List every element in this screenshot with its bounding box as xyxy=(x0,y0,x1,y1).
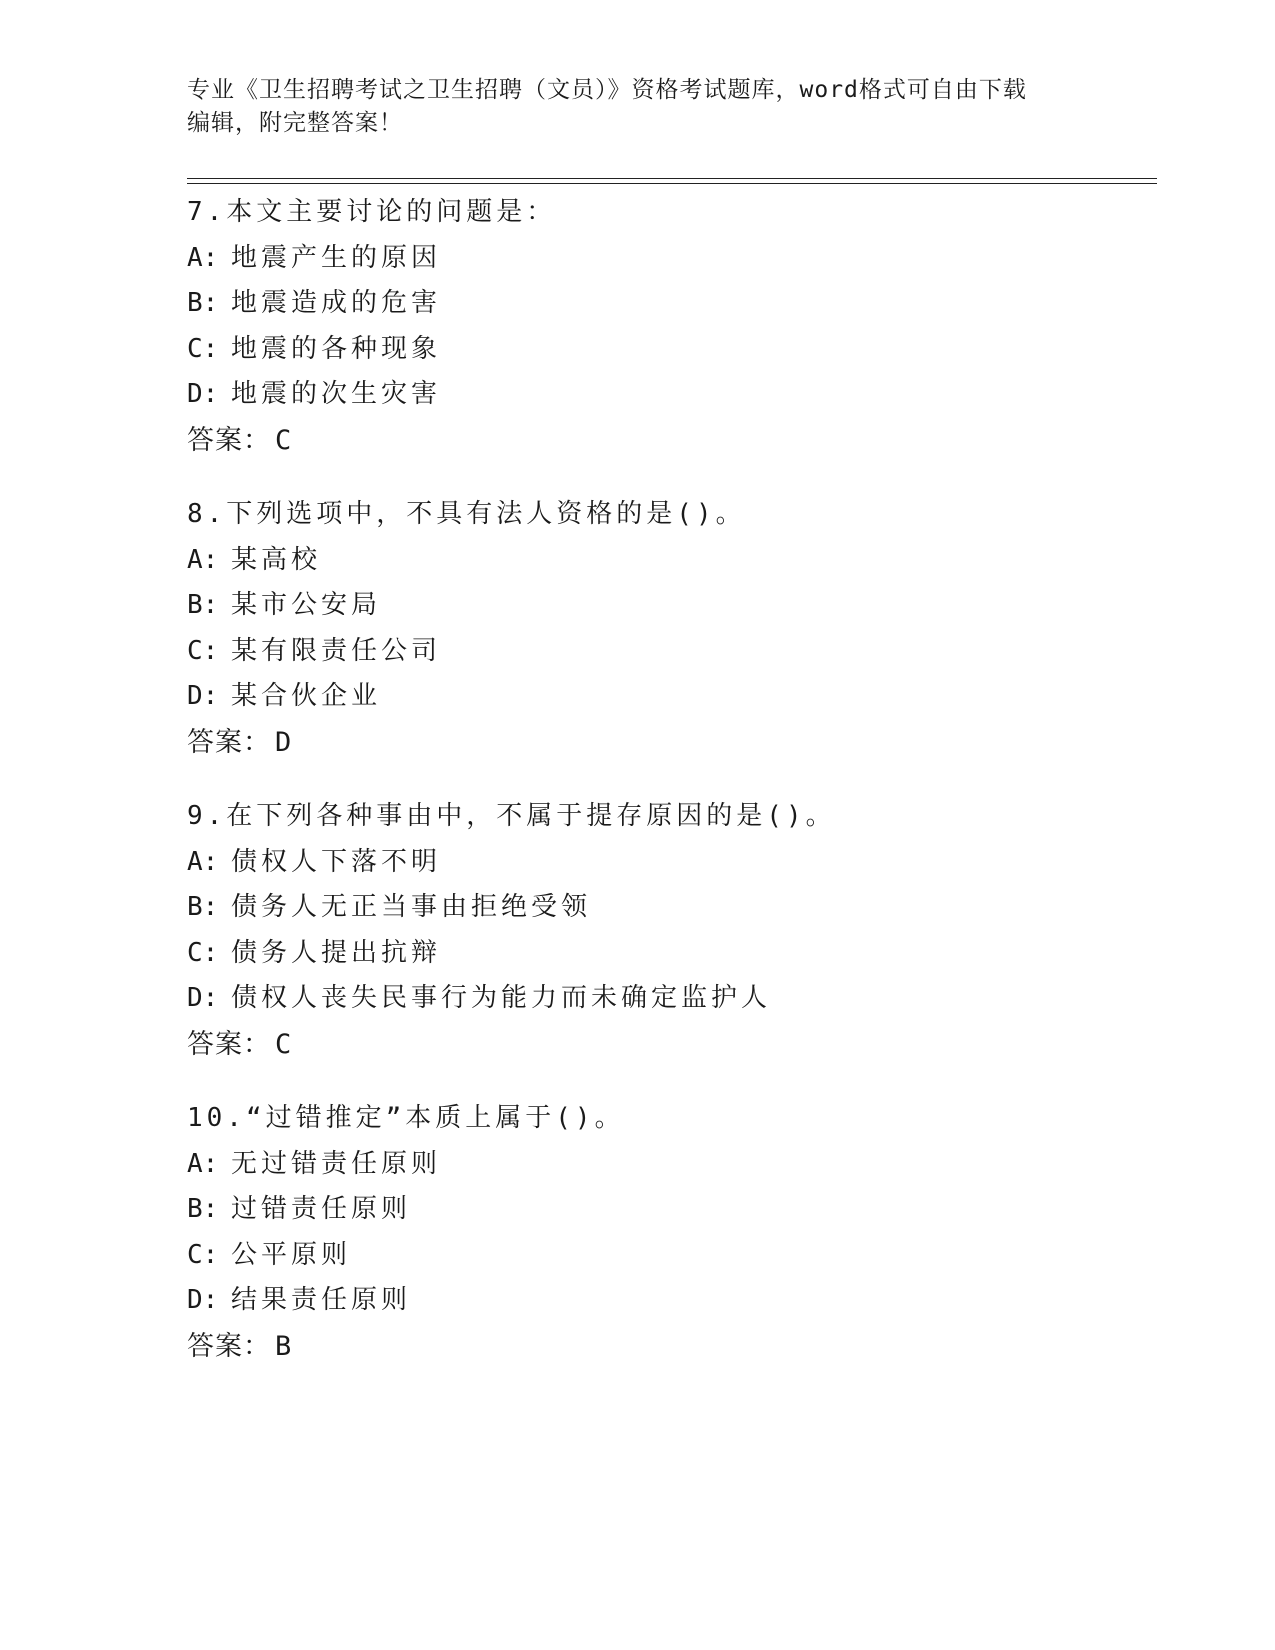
question-stem: 8.下列选项中，不具有法人资格的是()。 xyxy=(187,499,746,529)
option-d xyxy=(187,976,1147,1022)
option-key: B: xyxy=(187,1194,219,1224)
option-b xyxy=(187,1187,1147,1233)
option-text: 地震的各种现象 xyxy=(231,333,442,364)
option-key: B: xyxy=(187,288,219,318)
option-a xyxy=(187,538,1147,584)
answer-value: C xyxy=(275,424,293,456)
option-text: 债权人下落不明 xyxy=(231,846,442,877)
header-divider-top xyxy=(187,178,1157,179)
question-stem: 7.本文主要讨论的问题是： xyxy=(187,197,557,227)
question-item xyxy=(187,492,1147,765)
option-b xyxy=(187,281,1147,327)
answer-value: C xyxy=(275,1028,293,1060)
option-c xyxy=(187,931,1147,977)
option-text: 结果责任原则 xyxy=(231,1285,412,1315)
answer-label: 答案： xyxy=(187,1330,271,1362)
question-stem: 10.“过错推定”本质上属于()。 xyxy=(187,1103,625,1133)
option-key: D: xyxy=(187,1285,219,1315)
question-list xyxy=(187,190,1147,1398)
option-key: A: xyxy=(187,544,219,575)
option-c xyxy=(187,327,1147,373)
option-text: 无过错责任原则 xyxy=(231,1148,442,1179)
option-text: 某高校 xyxy=(231,544,322,575)
option-d xyxy=(187,372,1147,418)
option-c xyxy=(187,629,1147,675)
option-key: A: xyxy=(187,1148,219,1179)
option-key: C: xyxy=(187,937,219,968)
option-text: 地震造成的危害 xyxy=(231,288,442,318)
option-b xyxy=(187,583,1147,629)
option-text: 某合伙企业 xyxy=(231,681,382,711)
option-a xyxy=(187,236,1147,282)
answer-label: 答案： xyxy=(187,424,271,456)
answer-value: D xyxy=(275,726,293,758)
option-key: A: xyxy=(187,242,219,273)
header-divider-bottom xyxy=(187,183,1157,184)
document-header xyxy=(187,74,1067,140)
option-text: 某市公安局 xyxy=(231,590,382,620)
option-c xyxy=(187,1233,1147,1279)
option-key: D: xyxy=(187,983,219,1013)
answer-value: B xyxy=(275,1330,293,1362)
header-line-2: 编辑，附完整答案！ xyxy=(187,110,403,136)
option-key: C: xyxy=(187,333,219,364)
option-key: C: xyxy=(187,635,219,666)
option-a xyxy=(187,1142,1147,1188)
option-text: 地震产生的原因 xyxy=(231,242,442,273)
option-key: B: xyxy=(187,892,219,922)
question-item xyxy=(187,1096,1147,1369)
option-a xyxy=(187,840,1147,886)
option-text: 债务人提出抗辩 xyxy=(231,937,442,968)
option-text: 债务人无正当事由拒绝受领 xyxy=(231,892,592,922)
option-text: 公平原则 xyxy=(231,1239,352,1270)
option-key: B: xyxy=(187,590,219,620)
answer-label: 答案： xyxy=(187,1028,271,1060)
answer-line xyxy=(187,720,1147,766)
option-key: D: xyxy=(187,681,219,711)
answer-line xyxy=(187,1022,1147,1068)
header-line-1: 专业《卫生招聘考试之卫生招聘（文员）》资格考试题库，word格式可自由下载 xyxy=(187,77,1027,103)
option-key: A: xyxy=(187,846,219,877)
question-item xyxy=(187,794,1147,1067)
answer-label: 答案： xyxy=(187,726,271,758)
option-key: C: xyxy=(187,1239,219,1270)
option-key: D: xyxy=(187,379,219,409)
option-text: 过错责任原则 xyxy=(231,1194,412,1224)
option-text: 某有限责任公司 xyxy=(231,635,442,666)
option-d xyxy=(187,674,1147,720)
answer-line xyxy=(187,418,1147,464)
option-d xyxy=(187,1278,1147,1324)
option-text: 债权人丧失民事行为能力而未确定监护人 xyxy=(231,983,772,1013)
option-b xyxy=(187,885,1147,931)
question-item xyxy=(187,190,1147,463)
question-stem: 9.在下列各种事由中，不属于提存原因的是()。 xyxy=(187,801,836,831)
option-text: 地震的次生灾害 xyxy=(231,379,442,409)
answer-line xyxy=(187,1324,1147,1370)
